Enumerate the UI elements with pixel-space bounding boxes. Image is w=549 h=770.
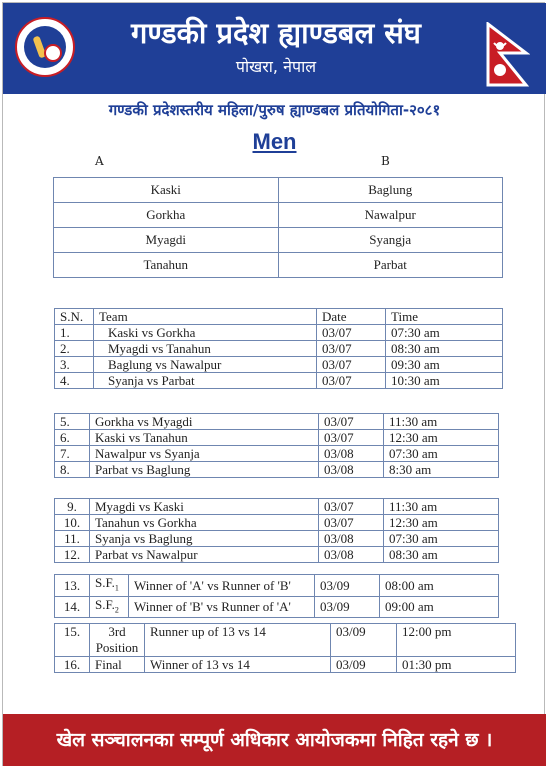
match-date: 03/07 xyxy=(317,357,386,373)
nepal-flag-icon xyxy=(486,22,530,88)
match-teams: Tanahun vs Gorkha xyxy=(90,515,319,531)
match-teams: Baglung vs Nawalpur xyxy=(94,357,317,373)
match-date: 03/07 xyxy=(319,499,384,515)
table-row xyxy=(55,575,499,597)
group-row xyxy=(54,228,503,253)
schedule-table-3 xyxy=(54,498,499,563)
table-row xyxy=(55,499,499,515)
match-number: 6. xyxy=(55,430,90,446)
match-number: 3. xyxy=(55,357,94,373)
match-time: 07:30 am xyxy=(384,446,499,462)
match-time: 11:30 am xyxy=(384,499,499,515)
match-teams: Gorkha vs Myagdi xyxy=(90,414,319,430)
match-date: 03/07 xyxy=(317,373,386,389)
match-number: 9. xyxy=(55,499,90,515)
match-time: 12:30 am xyxy=(384,515,499,531)
handball-icon xyxy=(44,44,62,62)
table-row xyxy=(55,531,499,547)
event-title: गण्डकी प्रदेशस्तरीय महिला/पुरुष ह्याण्डबल प्रतियोगिता-२०८१ xyxy=(108,101,441,119)
match-time: 12:00 pm xyxy=(397,624,516,657)
match-teams: Kaski vs Tanahun xyxy=(90,430,319,446)
team-header: Team xyxy=(94,309,317,325)
match-date: 03/09 xyxy=(331,657,397,673)
match-time: 11:30 am xyxy=(384,414,499,430)
match-number: 12. xyxy=(55,547,90,563)
group-a-team: Myagdi xyxy=(54,228,279,253)
group-b-team: Baglung xyxy=(278,178,503,203)
match-teams: Parbat vs Baglung xyxy=(90,462,319,478)
table-row xyxy=(55,596,499,618)
match-date: 03/08 xyxy=(319,446,384,462)
group-row xyxy=(54,203,503,228)
match-number: 2. xyxy=(55,341,94,357)
association-title: गण्डकी प्रदेश ह्याण्डबल संघ xyxy=(131,16,421,50)
match-date: 03/07 xyxy=(317,341,386,357)
match-teams: Syanja vs Baglung xyxy=(90,531,319,547)
group-a-team: Kaski xyxy=(54,178,279,203)
time-header: Time xyxy=(386,309,503,325)
group-b-team: Syangja xyxy=(278,228,503,253)
schedule-table-2 xyxy=(54,413,499,478)
match-number: 14. xyxy=(55,596,90,618)
semifinal-table xyxy=(54,574,499,618)
group-b-heading: B xyxy=(381,154,390,168)
table-row xyxy=(55,430,499,446)
group-a-heading: A xyxy=(95,154,104,168)
match-teams: Parbat vs Nawalpur xyxy=(90,547,319,563)
match-date: 03/07 xyxy=(319,515,384,531)
group-row xyxy=(54,178,503,203)
match-time: 08:30 am xyxy=(386,341,503,357)
stage-label: S.F. xyxy=(95,575,115,590)
final-table xyxy=(54,623,516,673)
table-row xyxy=(55,624,516,657)
group-a-team: Tanahun xyxy=(54,253,279,278)
match-teams: Winner of 'B' vs Runner of 'A' xyxy=(129,596,315,618)
stage-number: 1 xyxy=(114,583,119,593)
match-teams: Myagdi vs Tanahun xyxy=(94,341,317,357)
match-number: 11. xyxy=(55,531,90,547)
stage-label: S.F. xyxy=(95,596,115,612)
match-time: 07:30 am xyxy=(386,325,503,341)
table-row xyxy=(55,446,499,462)
match-teams: Nawalpur vs Syanja xyxy=(90,446,319,462)
groups-table xyxy=(53,177,503,278)
match-date: 03/09 xyxy=(331,624,397,657)
schedule-header-row xyxy=(55,309,503,325)
table-row xyxy=(55,462,499,478)
match-date: 03/09 xyxy=(315,596,380,618)
match-time: 10:30 am xyxy=(386,373,503,389)
match-teams: Winner of 13 vs 14 xyxy=(145,657,331,673)
match-stage xyxy=(90,596,129,618)
group-b-team: Parbat xyxy=(278,253,503,278)
match-teams: Winner of 'A' vs Runner of 'B' xyxy=(129,575,315,597)
handball-association-logo xyxy=(15,17,75,77)
match-number: 7. xyxy=(55,446,90,462)
table-row xyxy=(55,373,503,389)
match-teams: Syanja vs Parbat xyxy=(94,373,317,389)
match-time: 12:30 am xyxy=(384,430,499,446)
table-row xyxy=(55,414,499,430)
match-teams: Runner up of 13 vs 14 xyxy=(145,624,331,657)
match-date: 03/07 xyxy=(317,325,386,341)
stage-number: 2 xyxy=(114,605,119,615)
footer-banner: खेल सञ्चालनका सम्पूर्ण अधिकार आयोजकमा निहित रहने छ । xyxy=(3,714,546,766)
match-time: 07:30 am xyxy=(384,531,499,547)
match-teams: Kaski vs Gorkha xyxy=(94,325,317,341)
match-time: 08:00 am xyxy=(380,575,499,597)
match-date: 03/08 xyxy=(319,462,384,478)
match-number: 5. xyxy=(55,414,90,430)
match-time: 09:00 am xyxy=(380,596,499,618)
match-number: 10. xyxy=(55,515,90,531)
table-row xyxy=(55,357,503,373)
match-number: 4. xyxy=(55,373,94,389)
logo-emblem xyxy=(24,26,66,68)
table-row xyxy=(55,657,516,673)
date-header: Date xyxy=(317,309,386,325)
match-date: 03/07 xyxy=(319,414,384,430)
match-number: 13. xyxy=(55,575,90,597)
table-row xyxy=(55,341,503,357)
match-teams: Myagdi vs Kaski xyxy=(90,499,319,515)
match-stage: Final xyxy=(90,657,145,673)
association-location: पोखरा, नेपाल xyxy=(235,57,317,76)
match-date: 03/08 xyxy=(319,547,384,563)
table-row xyxy=(55,515,499,531)
match-date: 03/09 xyxy=(315,575,380,597)
group-b-team: Nawalpur xyxy=(278,203,503,228)
match-stage xyxy=(90,575,129,597)
sn-header: S.N. xyxy=(55,309,94,325)
table-row xyxy=(55,325,503,341)
match-date: 03/08 xyxy=(319,531,384,547)
match-stage: 3rd Position xyxy=(90,624,145,657)
match-number: 16. xyxy=(55,657,90,673)
table-row xyxy=(55,547,499,563)
match-time: 8:30 am xyxy=(384,462,499,478)
match-number: 15. xyxy=(55,624,90,657)
schedule-table-1 xyxy=(54,308,503,389)
match-number: 8. xyxy=(55,462,90,478)
category-title: Men xyxy=(252,129,297,154)
header-banner xyxy=(3,3,546,94)
match-time: 08:30 am xyxy=(384,547,499,563)
match-time: 01:30 pm xyxy=(397,657,516,673)
match-number: 1. xyxy=(55,325,94,341)
group-row xyxy=(54,253,503,278)
match-date: 03/07 xyxy=(319,430,384,446)
match-time: 09:30 am xyxy=(386,357,503,373)
group-a-team: Gorkha xyxy=(54,203,279,228)
